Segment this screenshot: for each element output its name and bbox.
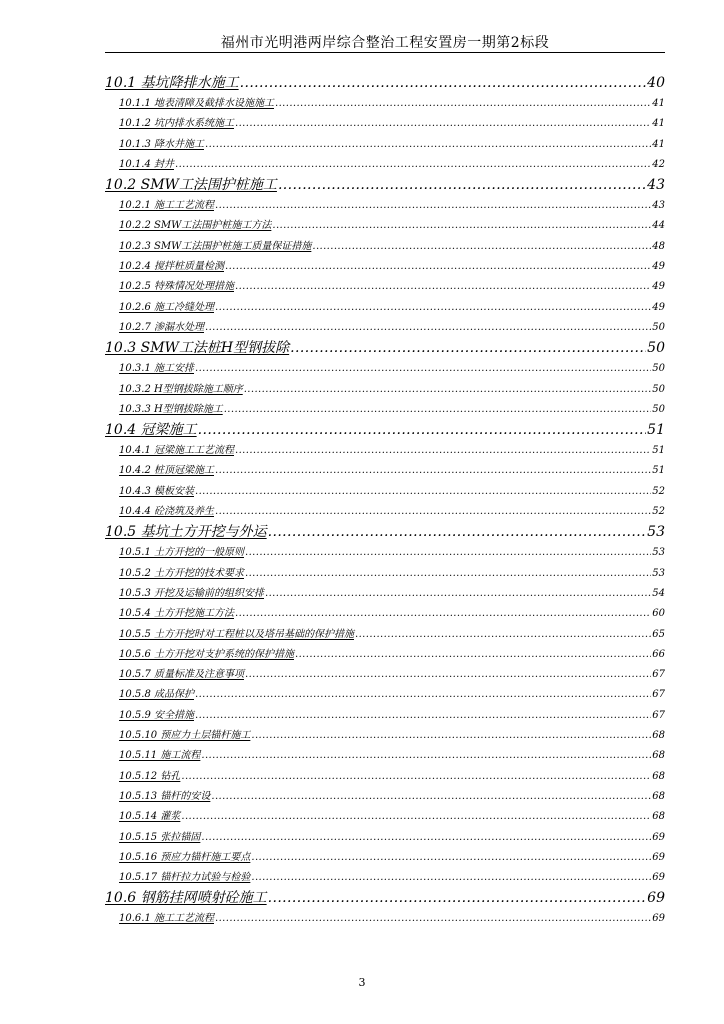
toc-entry-title[interactable]: 10.3 SMW工法桩H型钢拔除 bbox=[105, 340, 290, 357]
toc-entry-title[interactable]: 10.2.6 施工冷缝处理 bbox=[119, 301, 214, 313]
toc-dot-leader bbox=[205, 135, 651, 155]
toc-dot-leader bbox=[215, 196, 651, 216]
toc-entry-page-number: 50 bbox=[652, 403, 665, 415]
toc-dot-leader bbox=[251, 848, 651, 868]
toc-dot-leader bbox=[295, 645, 651, 665]
page-header-title: 福州市光明港两岸综合整治工程安置房一期第2标段 bbox=[220, 35, 550, 51]
toc-entry-title[interactable]: 10.5.13 锚杆的安设 bbox=[119, 790, 211, 802]
toc-dot-leader bbox=[272, 216, 651, 236]
toc-section-entry[interactable] bbox=[105, 175, 665, 196]
toc-entry-title[interactable]: 10.2.5 特殊情况处理措施 bbox=[119, 281, 234, 293]
toc-subsection-entry[interactable] bbox=[105, 135, 665, 155]
toc-subsection-entry[interactable] bbox=[105, 787, 665, 807]
toc-entry-title[interactable]: 10.5.10 预应力土层锚杆施工 bbox=[119, 730, 251, 742]
toc-subsection-entry[interactable] bbox=[105, 665, 665, 685]
toc-subsection-entry[interactable] bbox=[105, 746, 665, 766]
toc-entry-title[interactable]: 10.5.2 土方开挖的技术要求 bbox=[119, 567, 244, 579]
toc-entry-page-number: 68 bbox=[652, 811, 665, 823]
toc-entry-title[interactable]: 10.4.2 桩顶冠梁施工 bbox=[119, 465, 214, 477]
toc-section-entry[interactable] bbox=[105, 888, 665, 909]
toc-entry-page-number: 68 bbox=[652, 790, 665, 802]
toc-subsection-entry[interactable] bbox=[105, 114, 665, 134]
toc-dot-leader bbox=[265, 584, 651, 604]
toc-entry-page-number: 69 bbox=[652, 831, 665, 843]
toc-dot-leader bbox=[235, 114, 651, 134]
toc-dot-leader bbox=[224, 400, 652, 420]
toc-subsection-entry[interactable] bbox=[105, 584, 665, 604]
toc-dot-leader bbox=[225, 257, 651, 277]
toc-subsection-entry[interactable] bbox=[105, 257, 665, 277]
toc-entry-title[interactable]: 10.5.8 成品保护 bbox=[119, 689, 194, 701]
toc-entry-page-number: 40 bbox=[647, 75, 665, 91]
toc-entry-page-number: 67 bbox=[652, 709, 665, 721]
toc-dot-leader bbox=[175, 155, 651, 175]
toc-subsection-entry[interactable] bbox=[105, 380, 665, 400]
toc-dot-leader bbox=[268, 888, 647, 909]
toc-entry-title[interactable]: 10.5.14 灌浆 bbox=[119, 811, 181, 823]
toc-entry-page-number: 42 bbox=[652, 158, 665, 170]
toc-entry-title[interactable]: 10.2.2 SMW工法围护桩施工方法 bbox=[119, 220, 272, 232]
toc-entry-title[interactable]: 10.2.4 搅拌桩质量检测 bbox=[119, 261, 224, 273]
toc-dot-leader bbox=[215, 461, 651, 481]
header-rule bbox=[105, 52, 665, 53]
toc-entry-page-number: 49 bbox=[652, 301, 665, 313]
toc-subsection-entry[interactable] bbox=[105, 726, 665, 746]
toc-dot-leader bbox=[195, 482, 651, 502]
toc-dot-leader bbox=[251, 726, 651, 746]
toc-dot-leader bbox=[245, 665, 651, 685]
toc-dot-leader bbox=[198, 420, 647, 441]
toc-dot-leader bbox=[181, 807, 651, 827]
toc-dot-leader bbox=[268, 522, 647, 543]
toc-entry-page-number: 68 bbox=[652, 730, 665, 742]
toc-entry-title[interactable]: 10.5.5 土方开挖时对工程桩以及塔吊基础的保护措施 bbox=[119, 628, 354, 640]
toc-entry-title[interactable]: 10.4 冠梁施工 bbox=[105, 422, 197, 439]
toc-dot-leader bbox=[205, 318, 651, 338]
toc-entry-page-number: 50 bbox=[652, 383, 665, 395]
toc-entry-title[interactable]: 10.4.1 冠梁施工工艺流程 bbox=[119, 445, 234, 457]
toc-entry-title[interactable]: 10.3.2 H型钢拔除施工顺序 bbox=[119, 383, 243, 395]
toc-dot-leader bbox=[235, 604, 651, 624]
toc-section-entry[interactable] bbox=[105, 522, 665, 543]
toc-entry-page-number: 49 bbox=[652, 281, 665, 293]
toc-dot-leader bbox=[195, 359, 651, 379]
toc-dot-leader bbox=[355, 625, 651, 645]
toc-entry-page-number: 67 bbox=[652, 689, 665, 701]
toc-dot-leader bbox=[195, 685, 651, 705]
toc-entry-title[interactable]: 10.5.4 土方开挖施工方法 bbox=[119, 608, 234, 620]
toc-entry-page-number: 53 bbox=[652, 567, 665, 579]
toc-entry-page-number: 69 bbox=[647, 890, 665, 907]
toc-entry-title[interactable]: 10.2.1 施工工艺流程 bbox=[119, 200, 214, 212]
toc-subsection-entry[interactable] bbox=[105, 604, 665, 624]
toc-subsection-entry[interactable] bbox=[105, 318, 665, 338]
toc-entry-title[interactable]: 10.3.1 施工安排 bbox=[119, 363, 194, 375]
toc-dot-leader bbox=[245, 543, 651, 563]
toc-dot-leader bbox=[235, 277, 651, 297]
toc-subsection-entry[interactable] bbox=[105, 807, 665, 827]
toc-entry-page-number: 65 bbox=[652, 628, 665, 640]
toc-entry-page-number: 50 bbox=[652, 363, 665, 375]
toc-subsection-entry[interactable] bbox=[105, 461, 665, 481]
toc-entry-page-number: 69 bbox=[652, 872, 665, 884]
toc-subsection-entry[interactable] bbox=[105, 767, 665, 787]
toc-subsection-entry[interactable] bbox=[105, 155, 665, 175]
toc-entry-page-number: 69 bbox=[652, 913, 665, 925]
toc-entry-page-number: 54 bbox=[652, 587, 665, 599]
toc-entry-title[interactable]: 10.1.3 降水井施工 bbox=[119, 138, 204, 150]
toc-entry-title[interactable]: 10.5.3 开挖及运输前的组织安排 bbox=[119, 587, 264, 599]
toc-dot-leader bbox=[235, 441, 651, 461]
toc-dot-leader bbox=[312, 237, 651, 257]
toc-entry-title[interactable]: 10.5.11 施工流程 bbox=[119, 750, 201, 762]
toc-subsection-entry[interactable] bbox=[105, 502, 665, 522]
toc-entry-title[interactable]: 10.6.1 施工工艺流程 bbox=[119, 913, 214, 925]
toc-entry-title[interactable]: 10.1.2 坑内排水系统施工 bbox=[119, 118, 234, 130]
toc-entry-page-number: 51 bbox=[652, 445, 665, 457]
toc-entry-title[interactable]: 10.5.1 土方开挖的一般原则 bbox=[119, 547, 244, 559]
toc-entry-title[interactable]: 10.2 SMW工法围护桩施工 bbox=[105, 177, 277, 194]
toc-dot-leader bbox=[201, 828, 651, 848]
toc-subsection-entry[interactable] bbox=[105, 685, 665, 705]
toc-entry-title[interactable]: 10.5.12 钻孔 bbox=[119, 770, 181, 782]
toc-entry-title[interactable]: 10.5.15 张拉锚固 bbox=[119, 831, 201, 843]
toc-subsection-entry[interactable] bbox=[105, 625, 665, 645]
toc-dot-leader bbox=[201, 746, 651, 766]
toc-entry-page-number: 49 bbox=[652, 261, 665, 273]
toc-dot-leader bbox=[278, 175, 646, 196]
toc-entry-page-number: 69 bbox=[652, 851, 665, 863]
toc-entry-title[interactable]: 10.4.3 模板安装 bbox=[119, 485, 194, 497]
toc-subsection-entry[interactable] bbox=[105, 909, 665, 929]
toc-subsection-entry[interactable] bbox=[105, 298, 665, 318]
toc-entry-title[interactable]: 10.5.9 安全措施 bbox=[119, 709, 194, 721]
toc-entry-page-number: 52 bbox=[652, 485, 665, 497]
toc-entry-title[interactable]: 10.1.1 地表清障及截排水设施施工 bbox=[119, 98, 274, 109]
page-number: 3 bbox=[358, 976, 366, 989]
toc-entry-title[interactable]: 10.2.7 渗漏水处理 bbox=[119, 321, 204, 333]
toc-subsection-entry[interactable] bbox=[105, 828, 665, 848]
toc-subsection-entry[interactable] bbox=[105, 482, 665, 502]
toc-dot-leader bbox=[275, 94, 651, 114]
toc-entry-title[interactable]: 10.4.4 砼浇筑及养生 bbox=[119, 506, 214, 518]
toc-dot-leader bbox=[245, 564, 651, 584]
toc-entry-page-number: 41 bbox=[652, 118, 665, 130]
toc-subsection-entry[interactable] bbox=[105, 94, 665, 114]
toc-subsection-entry[interactable] bbox=[105, 848, 665, 868]
toc-entry-page-number: 50 bbox=[647, 340, 665, 357]
toc-subsection-entry[interactable] bbox=[105, 400, 665, 420]
toc-entry-page-number: 68 bbox=[652, 770, 665, 782]
toc-entry-page-number: 52 bbox=[652, 506, 665, 518]
toc-entry-title[interactable]: 10.6 钢筋挂网喷射砼施工 bbox=[105, 890, 267, 907]
toc-entry-page-number: 51 bbox=[652, 465, 665, 477]
toc-entry-page-number: 43 bbox=[652, 200, 665, 212]
table-of-contents bbox=[105, 73, 665, 930]
toc-entry-title[interactable]: 10.1 基坑降排水施工 bbox=[105, 75, 239, 91]
toc-entry-page-number: 51 bbox=[647, 422, 665, 439]
toc-entry-page-number: 60 bbox=[652, 608, 665, 620]
toc-entry-title[interactable]: 10.5.7 质量标准及注意事项 bbox=[119, 669, 244, 681]
toc-dot-leader bbox=[215, 909, 651, 929]
toc-entry-title[interactable]: 10.2.3 SMW工法围护桩施工质量保证措施 bbox=[119, 240, 312, 252]
toc-entry-page-number: 43 bbox=[647, 177, 665, 194]
toc-dot-leader bbox=[244, 380, 652, 400]
toc-subsection-entry[interactable] bbox=[105, 706, 665, 726]
toc-dot-leader bbox=[195, 706, 651, 726]
toc-subsection-entry[interactable] bbox=[105, 441, 665, 461]
toc-entry-title[interactable]: 10.1.4 封井 bbox=[119, 158, 174, 170]
toc-section-entry[interactable] bbox=[105, 338, 665, 359]
toc-entry-page-number: 66 bbox=[652, 648, 665, 660]
toc-entry-title[interactable]: 10.3.3 H型钢拔除施工 bbox=[119, 403, 223, 415]
toc-entry-title[interactable]: 10.5.16 预应力锚杆施工要点 bbox=[119, 851, 251, 863]
toc-entry-page-number: 68 bbox=[652, 750, 665, 762]
toc-subsection-entry[interactable] bbox=[105, 359, 665, 379]
toc-dot-leader bbox=[215, 298, 651, 318]
toc-dot-leader bbox=[290, 338, 646, 359]
toc-entry-page-number: 50 bbox=[652, 321, 665, 333]
toc-subsection-entry[interactable] bbox=[105, 216, 665, 236]
toc-subsection-entry[interactable] bbox=[105, 277, 665, 297]
toc-dot-leader bbox=[181, 767, 651, 787]
toc-subsection-entry[interactable] bbox=[105, 196, 665, 216]
toc-subsection-entry[interactable] bbox=[105, 564, 665, 584]
toc-entry-page-number: 53 bbox=[652, 547, 665, 559]
toc-entry-title[interactable]: 10.5 基坑土方开挖与外运 bbox=[105, 524, 267, 541]
toc-section-entry[interactable] bbox=[105, 420, 665, 441]
toc-entry-page-number: 41 bbox=[652, 138, 665, 150]
toc-subsection-entry[interactable] bbox=[105, 237, 665, 257]
toc-subsection-entry[interactable] bbox=[105, 543, 665, 563]
toc-dot-leader bbox=[215, 502, 651, 522]
toc-entry-title[interactable]: 10.5.17 锚杆拉力试验与检验 bbox=[119, 872, 251, 884]
toc-subsection-entry[interactable] bbox=[105, 645, 665, 665]
toc-dot-leader bbox=[251, 868, 651, 888]
toc-entry-page-number: 53 bbox=[647, 524, 665, 541]
toc-entry-page-number: 44 bbox=[652, 220, 665, 232]
toc-section-entry[interactable] bbox=[105, 73, 665, 94]
toc-entry-page-number: 41 bbox=[652, 98, 665, 109]
toc-entry-page-number: 48 bbox=[652, 240, 665, 252]
toc-entry-title[interactable]: 10.5.6 土方开挖对支护系统的保护措施 bbox=[119, 648, 294, 660]
toc-dot-leader bbox=[211, 787, 651, 807]
toc-dot-leader bbox=[240, 73, 647, 94]
toc-subsection-entry[interactable] bbox=[105, 868, 665, 888]
toc-entry-page-number: 67 bbox=[652, 669, 665, 681]
